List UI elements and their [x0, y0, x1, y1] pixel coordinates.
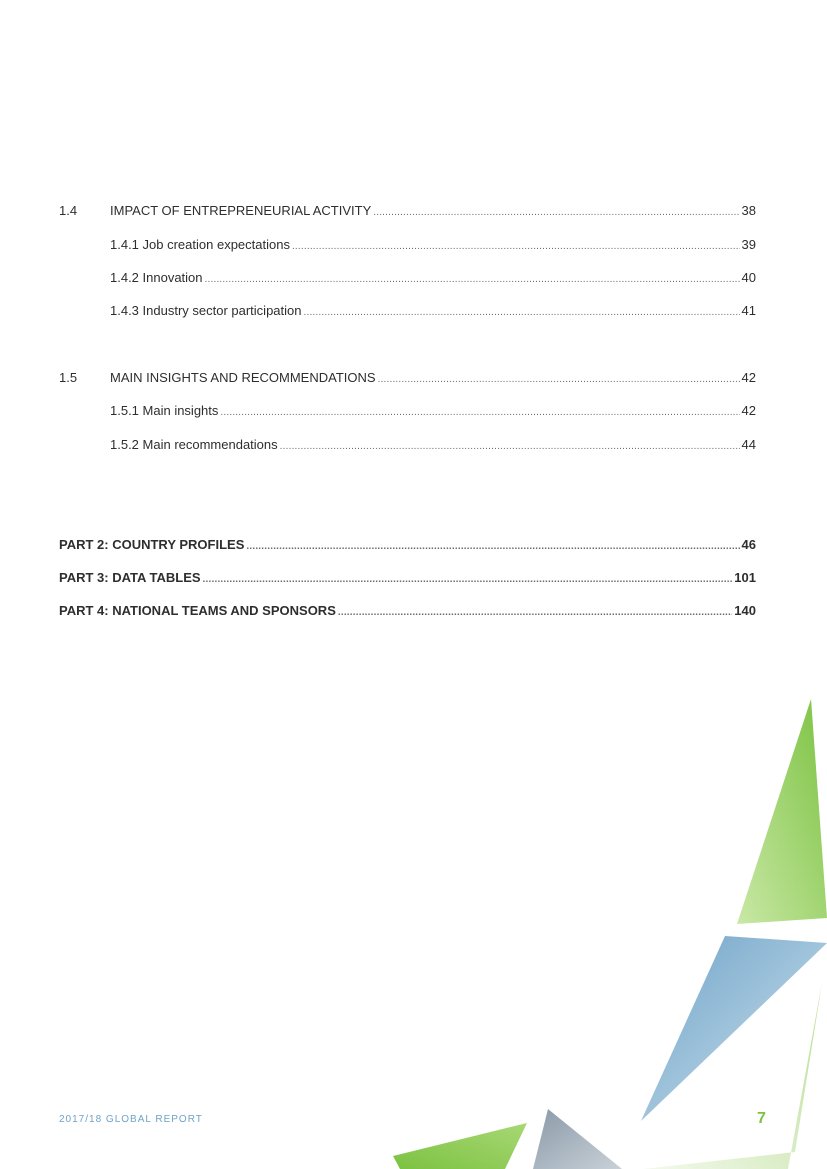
section-number: 1.4 — [59, 203, 78, 218]
page-ref: 44 — [741, 437, 756, 452]
section-number: 1.5 — [59, 370, 78, 385]
blue-triangle — [641, 936, 827, 1121]
page-ref: 101 — [734, 570, 756, 585]
page-number: 7 — [757, 1110, 766, 1127]
page-ref: 42 — [741, 370, 756, 385]
subsection-title: 1.4.1 Job creation expectations — [110, 237, 290, 252]
subsection-title: 1.4.2 Innovation — [110, 270, 203, 285]
part-title: PART 3: DATA TABLES — [59, 570, 201, 585]
page-ref: 38 — [741, 203, 756, 218]
green-triangle-top — [737, 699, 827, 924]
part-title: PART 4: NATIONAL TEAMS AND SPONSORS — [59, 603, 336, 618]
page-ref: 39 — [741, 237, 756, 252]
part-title: PART 2: COUNTRY PROFILES — [59, 537, 245, 552]
green-triangle-bottom — [393, 1123, 527, 1169]
page-ref: 41 — [741, 303, 756, 318]
subsection-title: 1.5.2 Main recommendations — [110, 437, 278, 452]
page-ref: 46 — [741, 537, 756, 552]
subsection-title: 1.5.1 Main insights — [110, 403, 219, 418]
page-ref: 40 — [741, 270, 756, 285]
gray-triangle — [533, 1109, 622, 1169]
page-ref: 140 — [734, 603, 756, 618]
subsection-title: 1.4.3 Industry sector participation — [110, 303, 302, 318]
section-title: IMPACT OF ENTREPRENEURIAL ACTIVITY — [110, 203, 372, 218]
footer-report-label: 2017/18 GLOBAL REPORT — [59, 1114, 203, 1125]
page-ref: 42 — [741, 403, 756, 418]
section-title: MAIN INSIGHTS AND RECOMMENDATIONS — [110, 370, 376, 385]
